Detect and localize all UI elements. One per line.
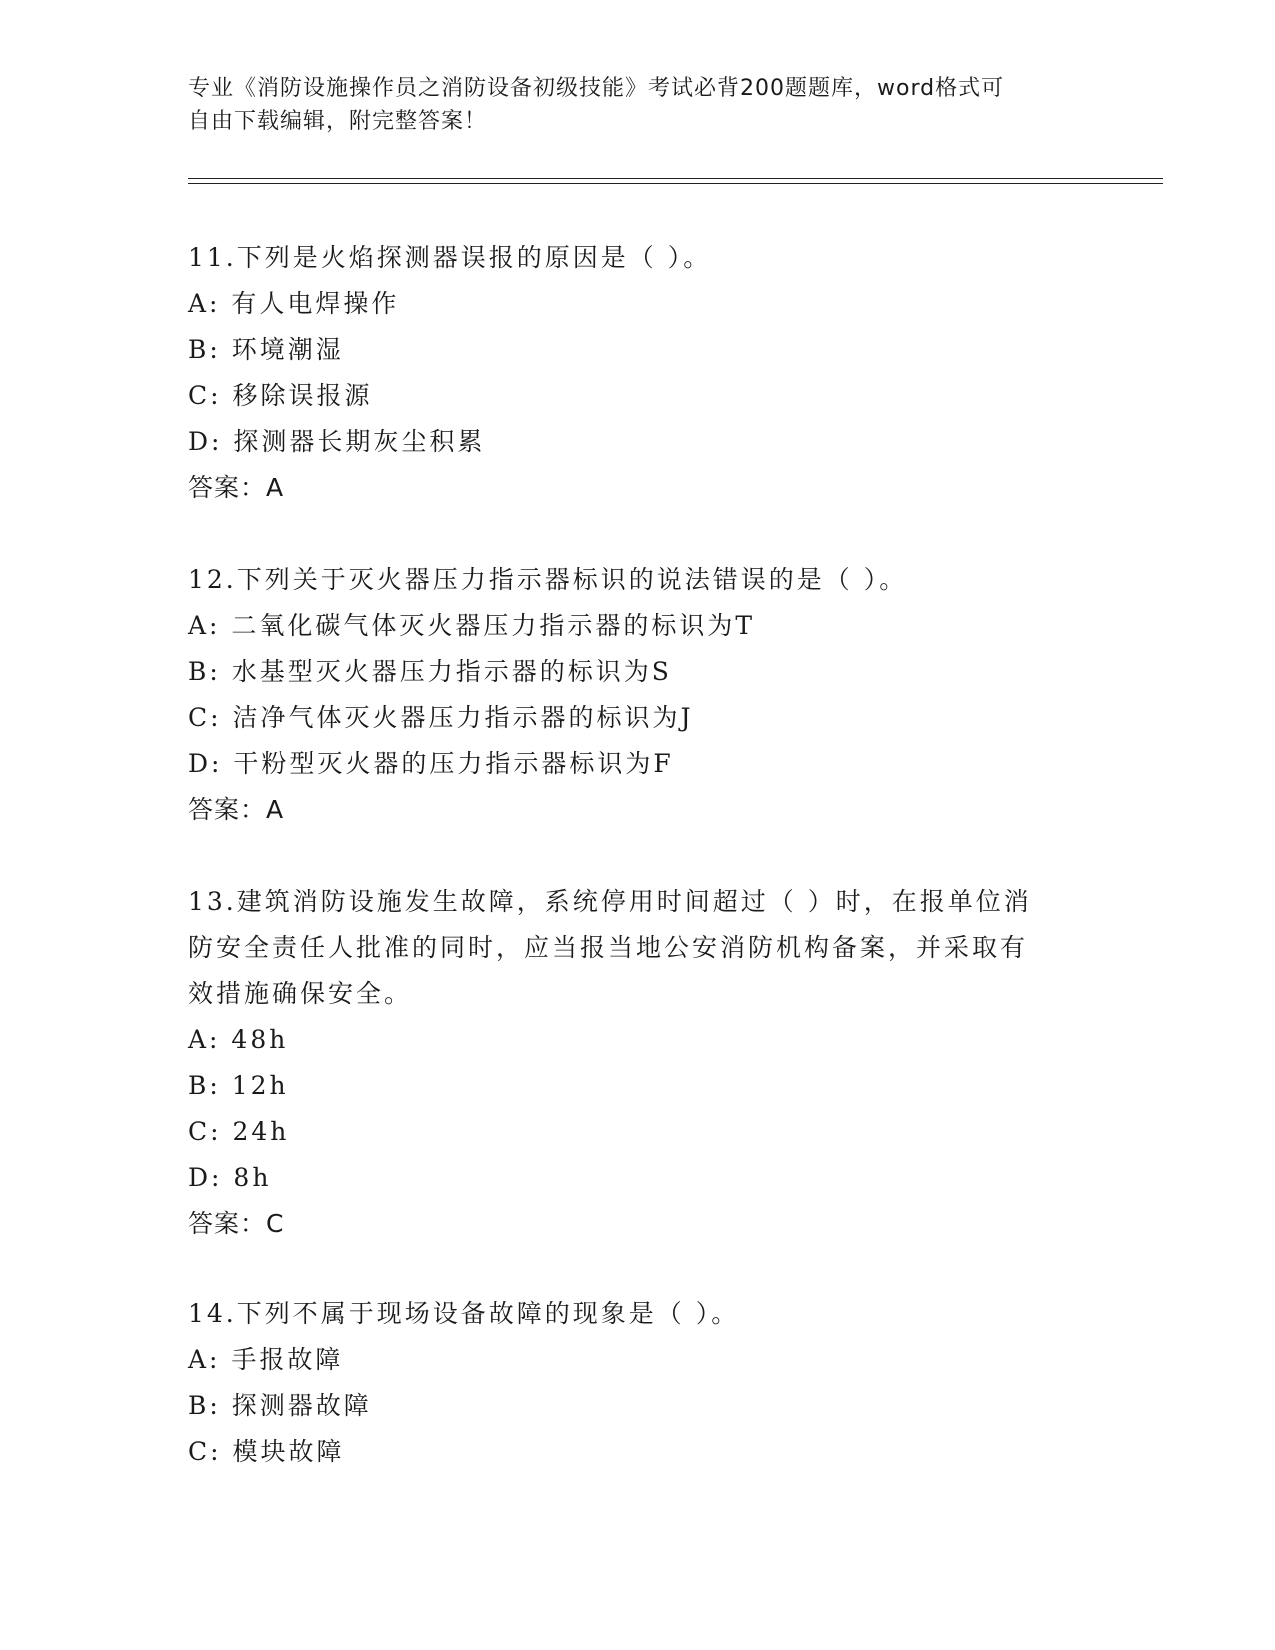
option-d: D: 8h (188, 1163, 272, 1192)
option-c: C: 移除误报源 (188, 381, 373, 410)
question-13 (188, 879, 1088, 1247)
option-b: B: 探测器故障 (188, 1391, 372, 1420)
question-14 (188, 1291, 1088, 1475)
question-stem-line-1: 13.建筑消防设施发生故障，系统停用时间超过（ ）时，在报单位消 (188, 887, 1032, 916)
question-stem-line-3: 效措施确保安全。 (188, 979, 413, 1008)
option-b: B: 12h (188, 1071, 289, 1100)
option-c: C: 洁净气体灭火器压力指示器的标识为J (188, 703, 694, 732)
option-b: B: 水基型灭火器压力指示器的标识为S (188, 657, 672, 686)
option-a: A: 手报故障 (188, 1345, 344, 1374)
document-header: 专业《消防设施操作员之消防设备初级技能》考试必背200题题库，word格式可 自由下载编辑，附完整答案！ (188, 76, 1005, 134)
option-b: B: 环境潮湿 (188, 335, 344, 364)
option-a: A: 有人电焊操作 (188, 289, 400, 318)
header-divider-top (188, 178, 1163, 179)
option-c: C: 24h (188, 1117, 290, 1146)
option-d: D: 干粉型灭火器的压力指示器标识为F (188, 749, 674, 778)
question-stem: 12.下列关于灭火器压力指示器标识的说法错误的是（ ）。 (188, 565, 908, 594)
question-11 (188, 235, 1088, 511)
answer: 答案：A (188, 473, 285, 502)
question-stem-line-2: 防安全责任人批准的同时，应当报当地公安消防机构备案，并采取有 (188, 933, 1029, 962)
answer: 答案：A (188, 795, 285, 824)
option-a: A: 二氧化碳气体灭火器压力指示器的标识为T (188, 611, 756, 640)
question-stem: 14.下列不属于现场设备故障的现象是（ ）。 (188, 1299, 740, 1328)
question-stem: 11.下列是火焰探测器误报的原因是（ ）。 (188, 243, 712, 272)
header-divider-bottom (188, 183, 1163, 184)
answer: 答案：C (188, 1209, 285, 1238)
question-12 (188, 557, 1088, 833)
option-a: A: 48h (188, 1025, 289, 1054)
option-d: D: 探测器长期灰尘积累 (188, 427, 486, 456)
option-c: C: 模块故障 (188, 1437, 345, 1466)
